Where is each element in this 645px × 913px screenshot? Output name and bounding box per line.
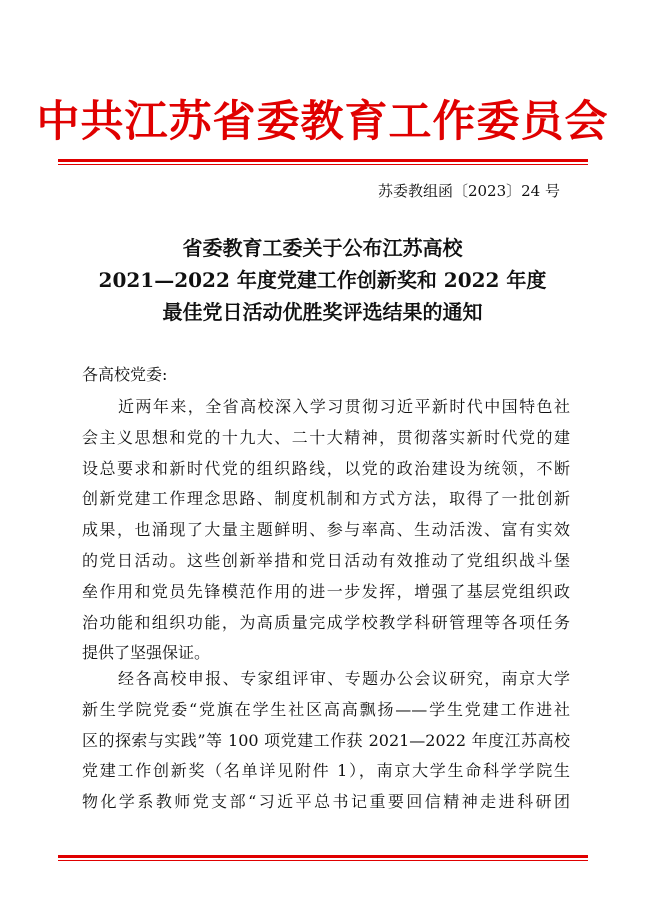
- paragraph-line: 近两年来，全省高校深入学习贯彻习近平新时代中国特色社: [118, 397, 570, 416]
- body-paragraph-2: [82, 664, 570, 818]
- salutation: 各高校党委:: [82, 365, 168, 384]
- document-title-line-1: 省委教育工委关于公布江苏高校: [182, 236, 463, 260]
- footer-rule-thick: [58, 855, 588, 858]
- paragraph-line: 区的探索与实践”等 100 项党建工作获 2021—2022 年度江苏高校: [82, 730, 570, 750]
- paragraph-line: 新生学院党委“党旗在学生社区高高飘扬——学生党建工作进社: [82, 699, 570, 719]
- document-title: [0, 232, 645, 328]
- paragraph-line: 设总要求和新时代党的组织路线，以党的政治建设为统领，不断: [82, 458, 570, 478]
- document-title-line-3: 最佳党日活动优胜奖评选结果的通知: [162, 300, 483, 324]
- paragraph-line: 垒作用和党员先锋模范作用的进一步发挥，增强了基层党组织政: [82, 581, 570, 601]
- paragraph-line: 创新党建工作理念思路、制度机制和方式方法，取得了一批创新: [82, 489, 570, 509]
- paragraph-line: 党建工作创新奖（名单详见附件 1），南京大学生命科学学院生: [82, 761, 570, 781]
- issuer-header-title: 中共江苏省委教育工作委员会: [36, 97, 609, 147]
- footer-rule-thin: [58, 860, 588, 861]
- paragraph-line: 经各高校申报、专家组评审、专题办公会议研究，南京大学: [118, 669, 570, 688]
- header-rule-thin: [58, 164, 588, 165]
- paragraph-line: 物化学系教师党支部“习近平总书记重要回信精神走进科研团: [82, 792, 570, 812]
- document-number: 苏委教组函〔2023〕24 号: [377, 182, 560, 200]
- paragraph-line: 成果，也涌现了大量主题鲜明、参与率高、生动活泼、富有实效: [82, 520, 570, 540]
- header-rule-thick: [58, 159, 588, 162]
- paragraph-line: 治功能和组织功能，为高质量完成学校教学科研管理等各项任务: [82, 612, 570, 632]
- body-paragraph-1: [82, 392, 570, 669]
- paragraph-line: 的党日活动。这些创新举措和党日活动有效推动了党组织战斗堡: [82, 550, 570, 570]
- paragraph-line: 会主义思想和党的十九大、二十大精神，贯彻落实新时代党的建: [82, 427, 570, 447]
- document-title-line-2: 2021—2022 年度党建工作创新奖和 2022 年度: [98, 268, 547, 292]
- paragraph-line: 提供了坚强保证。: [82, 643, 211, 663]
